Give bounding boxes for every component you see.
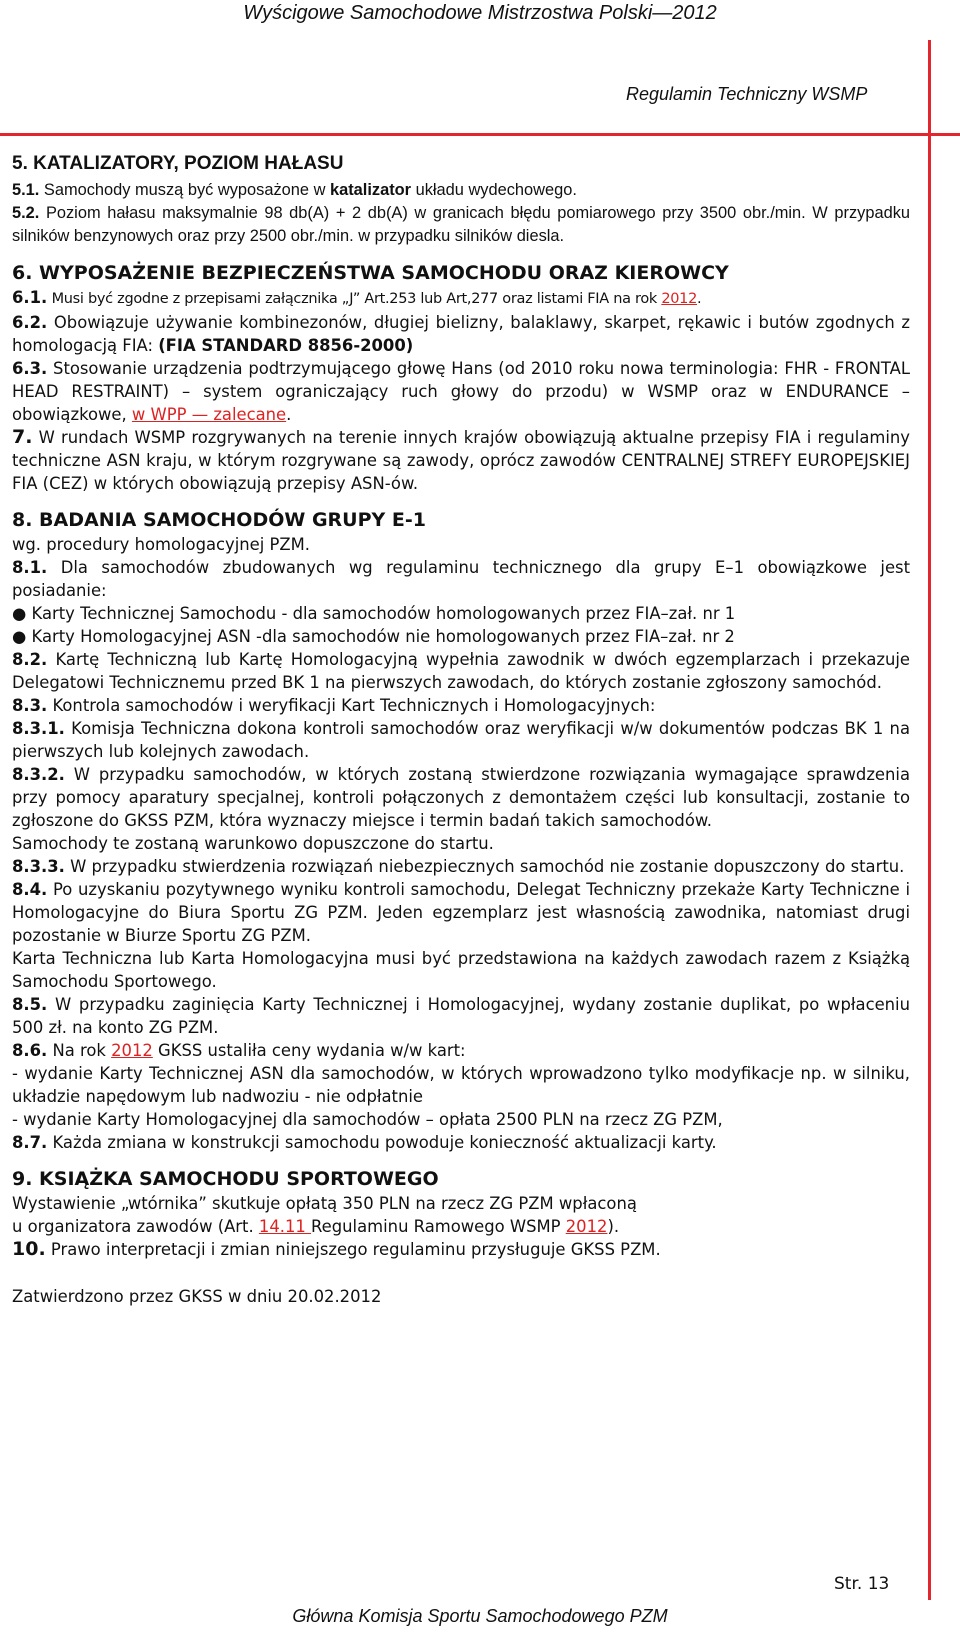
year-link[interactable]: 2012 [111,1041,153,1060]
paragraph-6-1 [12,286,910,311]
fee-line: - wydanie Karty Homologacyjnej dla samochodów – opłata 2500 PLN na rzecz ZG PZM, [12,1110,723,1129]
paragraph-8-4-extra: Karta Techniczna lub Karta Homologacyjna musi być przedstawiona na każdych zawodach razem z Książką Samochodu Sportowego. [12,949,910,991]
clause-text: Poziom hałasu maksymalnie 98 db(A) + 2 db(A) w granicach błędu pomiarowego przy 3500 obr./min. W przypadku silników benzynowych oraz przy 2500 obr./min. w przypadku silników diesla. [12,204,910,245]
paragraph-6-2 [12,311,910,357]
clause-text: W przypadku stwierdzenia rozwiązań niebezpiecznych samochód nie zostanie dopuszczony do startu. [64,857,905,876]
paragraph-9-line2 [12,1215,910,1238]
paragraph-5-2 [12,202,910,248]
clause-number: 6.3. [12,359,48,378]
paragraph-8-3-2 [12,763,910,832]
clause-number: 6.1. [12,288,48,307]
clause-number: 8.3. [12,696,48,715]
paragraph-8-1 [12,556,910,602]
paragraph-8-6 [12,1039,910,1062]
clause-number: 5.1. [12,181,40,199]
wpp-link[interactable]: w WPP — zalecane [131,405,287,424]
clause-number: 8.6. [12,1041,48,1060]
section-6-heading: 6. WYPOSAŻENIE BEZPIECZEŃSTWA SAMOCHODU ORAZ KIEROWCY [12,262,729,284]
clause-number: 6.2. [12,313,48,332]
paragraph-8-4 [12,878,910,947]
clause-text: . [286,405,292,424]
document-title: Regulamin Techniczny WSMP [626,84,868,104]
paragraph-8-3 [12,694,910,717]
clause-number: 8.3.1. [12,719,65,738]
paragraph-8-3-2-extra: Samochody te zostaną warunkowo dopuszczone do startu. [12,834,494,853]
clause-text: Kontrola samochodów i weryfikacji Kart Technicznych i Homologacyjnych: [47,696,656,715]
clause-text: Stosowanie urządzenia podtrzymującego głowę Hans (od 2010 roku nowa terminologia: FHR - FRONTAL HEAD RESTRAINT) – system ograniczający ruch głowy do przodu) w WSMP oraz w ENDURANCE – obowiązkowe, [12,359,910,424]
clause-text: W rundach WSMP rozgrywanych na terenie innych krajów obowiązują aktualne przepisy FIA i regulaminy techniczne ASN kraju, w którym rozgrywane są zawody, oprócz zawodów CENTRALNEJ STREFY EUROPEJSKIEJ FIA (CEZ) w których obowiązują przepisy ASN-ów. [12,428,910,493]
clause-text: Każda zmiana w konstrukcji samochodu powoduje konieczność aktualizacji karty. [47,1133,717,1152]
clause-text: Regulaminu Ramowego WSMP [311,1217,566,1236]
fee-line: - wydanie Karty Technicznej ASN dla samochodów, w których wprowadzono tylko modyfikacje np. w silniku, układzie napędowym lub nadwoziu - nie odpłatnie [12,1064,910,1106]
clause-text: Prawo interpretacji i zmian niniejszego regulaminu przysługuje GKSS PZM. [45,1240,661,1259]
footer-organization: Główna Komisja Sportu Samochodowego PZM [292,1606,668,1626]
clause-text: GKSS ustaliła ceny wydania w/w kart: [152,1041,466,1060]
margin-rule [928,40,931,1600]
header-rule [0,133,960,136]
clause-number: 7. [12,426,33,448]
year-link[interactable]: 2012 [661,291,698,307]
clause-number: 8.7. [12,1133,48,1152]
clause-text: układu wydechowego. [411,181,577,199]
clause-text: Komisja Techniczna dokona kontroli samochodów oraz weryfikacji w/w dokumentów podczas BK 1 na pierwszych lub kolejnych zawodach. [12,719,910,761]
clause-number: 8.3.2. [12,765,65,784]
paragraph-8-3-1 [12,717,910,763]
clause-number: 10. [12,1238,46,1260]
clause-text: Obowiązuje używanie kombinezonów, długiej bielizny, balaklawy, skarpet, rękawic i butów zgodnych z homologacją FIA: [12,313,910,355]
clause-text: . [697,291,702,307]
clause-text: u organizatora zawodów (Art. [12,1217,259,1236]
clause-number: 8.3.3. [12,857,65,876]
paragraph-6-3 [12,357,910,426]
page-number: Str. 13 [834,1574,890,1594]
clause-text: W przypadku zaginięcia Karty Technicznej i Homologacyjnej, wydany zostanie duplikat, po wpłaceniu 500 zł. na konto ZG PZM. [12,995,910,1037]
clause-number: 8.4. [12,880,48,899]
paragraph-10 [12,1238,910,1261]
clause-text: Musi być zgodne z przepisami załącznika „J” Art.253 lub Art,277 oraz listami FIA na rok [47,291,662,307]
document-body [12,152,910,1308]
paragraph-8-5 [12,993,910,1039]
clause-text: Po uzyskaniu pozytywnego wyniku kontroli samochodu, Delegat Techniczny przekaże Karty Techniczne i Homologacyjne do Biura Sportu ZG PZM. Jeden egzemplarz jest własnością zawodnika, natomiast drugi pozostanie w Biurze Sportu ZG PZM. [12,880,910,945]
clause-number: 8.5. [12,995,48,1014]
paragraph-9-line1: Wystawienie „wtórnika” skutkuje opłatą 350 PLN na rzecz ZG PZM wpłaconą [12,1194,637,1213]
paragraph-8-3-3 [12,855,910,878]
section-5-heading: 5. KATALIZATORY, POZIOM HAŁASU [12,153,344,174]
document-series-title: Wyścigowe Samochodowe Mistrzostwa Polski—2012 [243,2,717,24]
paragraph-7 [12,426,910,495]
clause-text: ). [607,1217,620,1236]
clause-text: Kartę Techniczną lub Kartę Homologacyjną wypełnia zawodnik w dwóch egzemplarzach i przekazuje Delegatowi Technicznemu przed BK 1 na pierwszych zawodach, do których zostanie zgłoszony samochód. [12,650,910,692]
bullet-item: ● Karty Technicznej Samochodu - dla samochodów homologowanych przez FIA–zał. nr 1 [12,604,736,623]
clause-text: W przypadku samochodów, w których zostaną stwierdzone rozwiązania wymagające sprawdzenia przy pomocy aparatury specjalnej, kontroli połączonych z demontażem części lub konsultacji, zostanie to zgłoszone do GKSS PZM, która wyznaczy miejsce i termin badań takich samochodów. [12,765,910,830]
bullet-item: ● Karty Homologacyjnej ASN -dla samochodów nie homologowanych przez FIA–zał. nr 2 [12,627,735,646]
article-link[interactable]: 14.11 [258,1217,312,1236]
section-8-heading: 8. BADANIA SAMOCHODÓW GRUPY E-1 [12,509,426,531]
paragraph-8-2 [12,648,910,694]
clause-text: Dla samochodów zbudowanych wg regulaminu technicznego dla grupy E–1 obowiązkowe jest posiadanie: [12,558,910,600]
paragraph-5-1 [12,179,910,202]
year-link[interactable]: 2012 [565,1217,608,1236]
clause-text: Samochody muszą być wyposażone w [39,181,330,199]
approval-statement: Zatwierdzono przez GKSS w dniu 20.02.2012 [12,1287,382,1306]
clause-text: Na rok [47,1041,112,1060]
paragraph-8-7 [12,1131,910,1154]
clause-bold: katalizator [329,181,412,199]
clause-number: 8.1. [12,558,48,577]
clause-bold: (FIA STANDARD 8856-2000) [158,336,414,355]
clause-number: 5.2. [12,204,40,222]
clause-number: 8.2. [12,650,48,669]
section-9-heading: 9. KSIĄŻKA SAMOCHODU SPORTOWEGO [12,1168,439,1190]
paragraph-8-intro: wg. procedury homologacyjnej PZM. [12,535,310,554]
